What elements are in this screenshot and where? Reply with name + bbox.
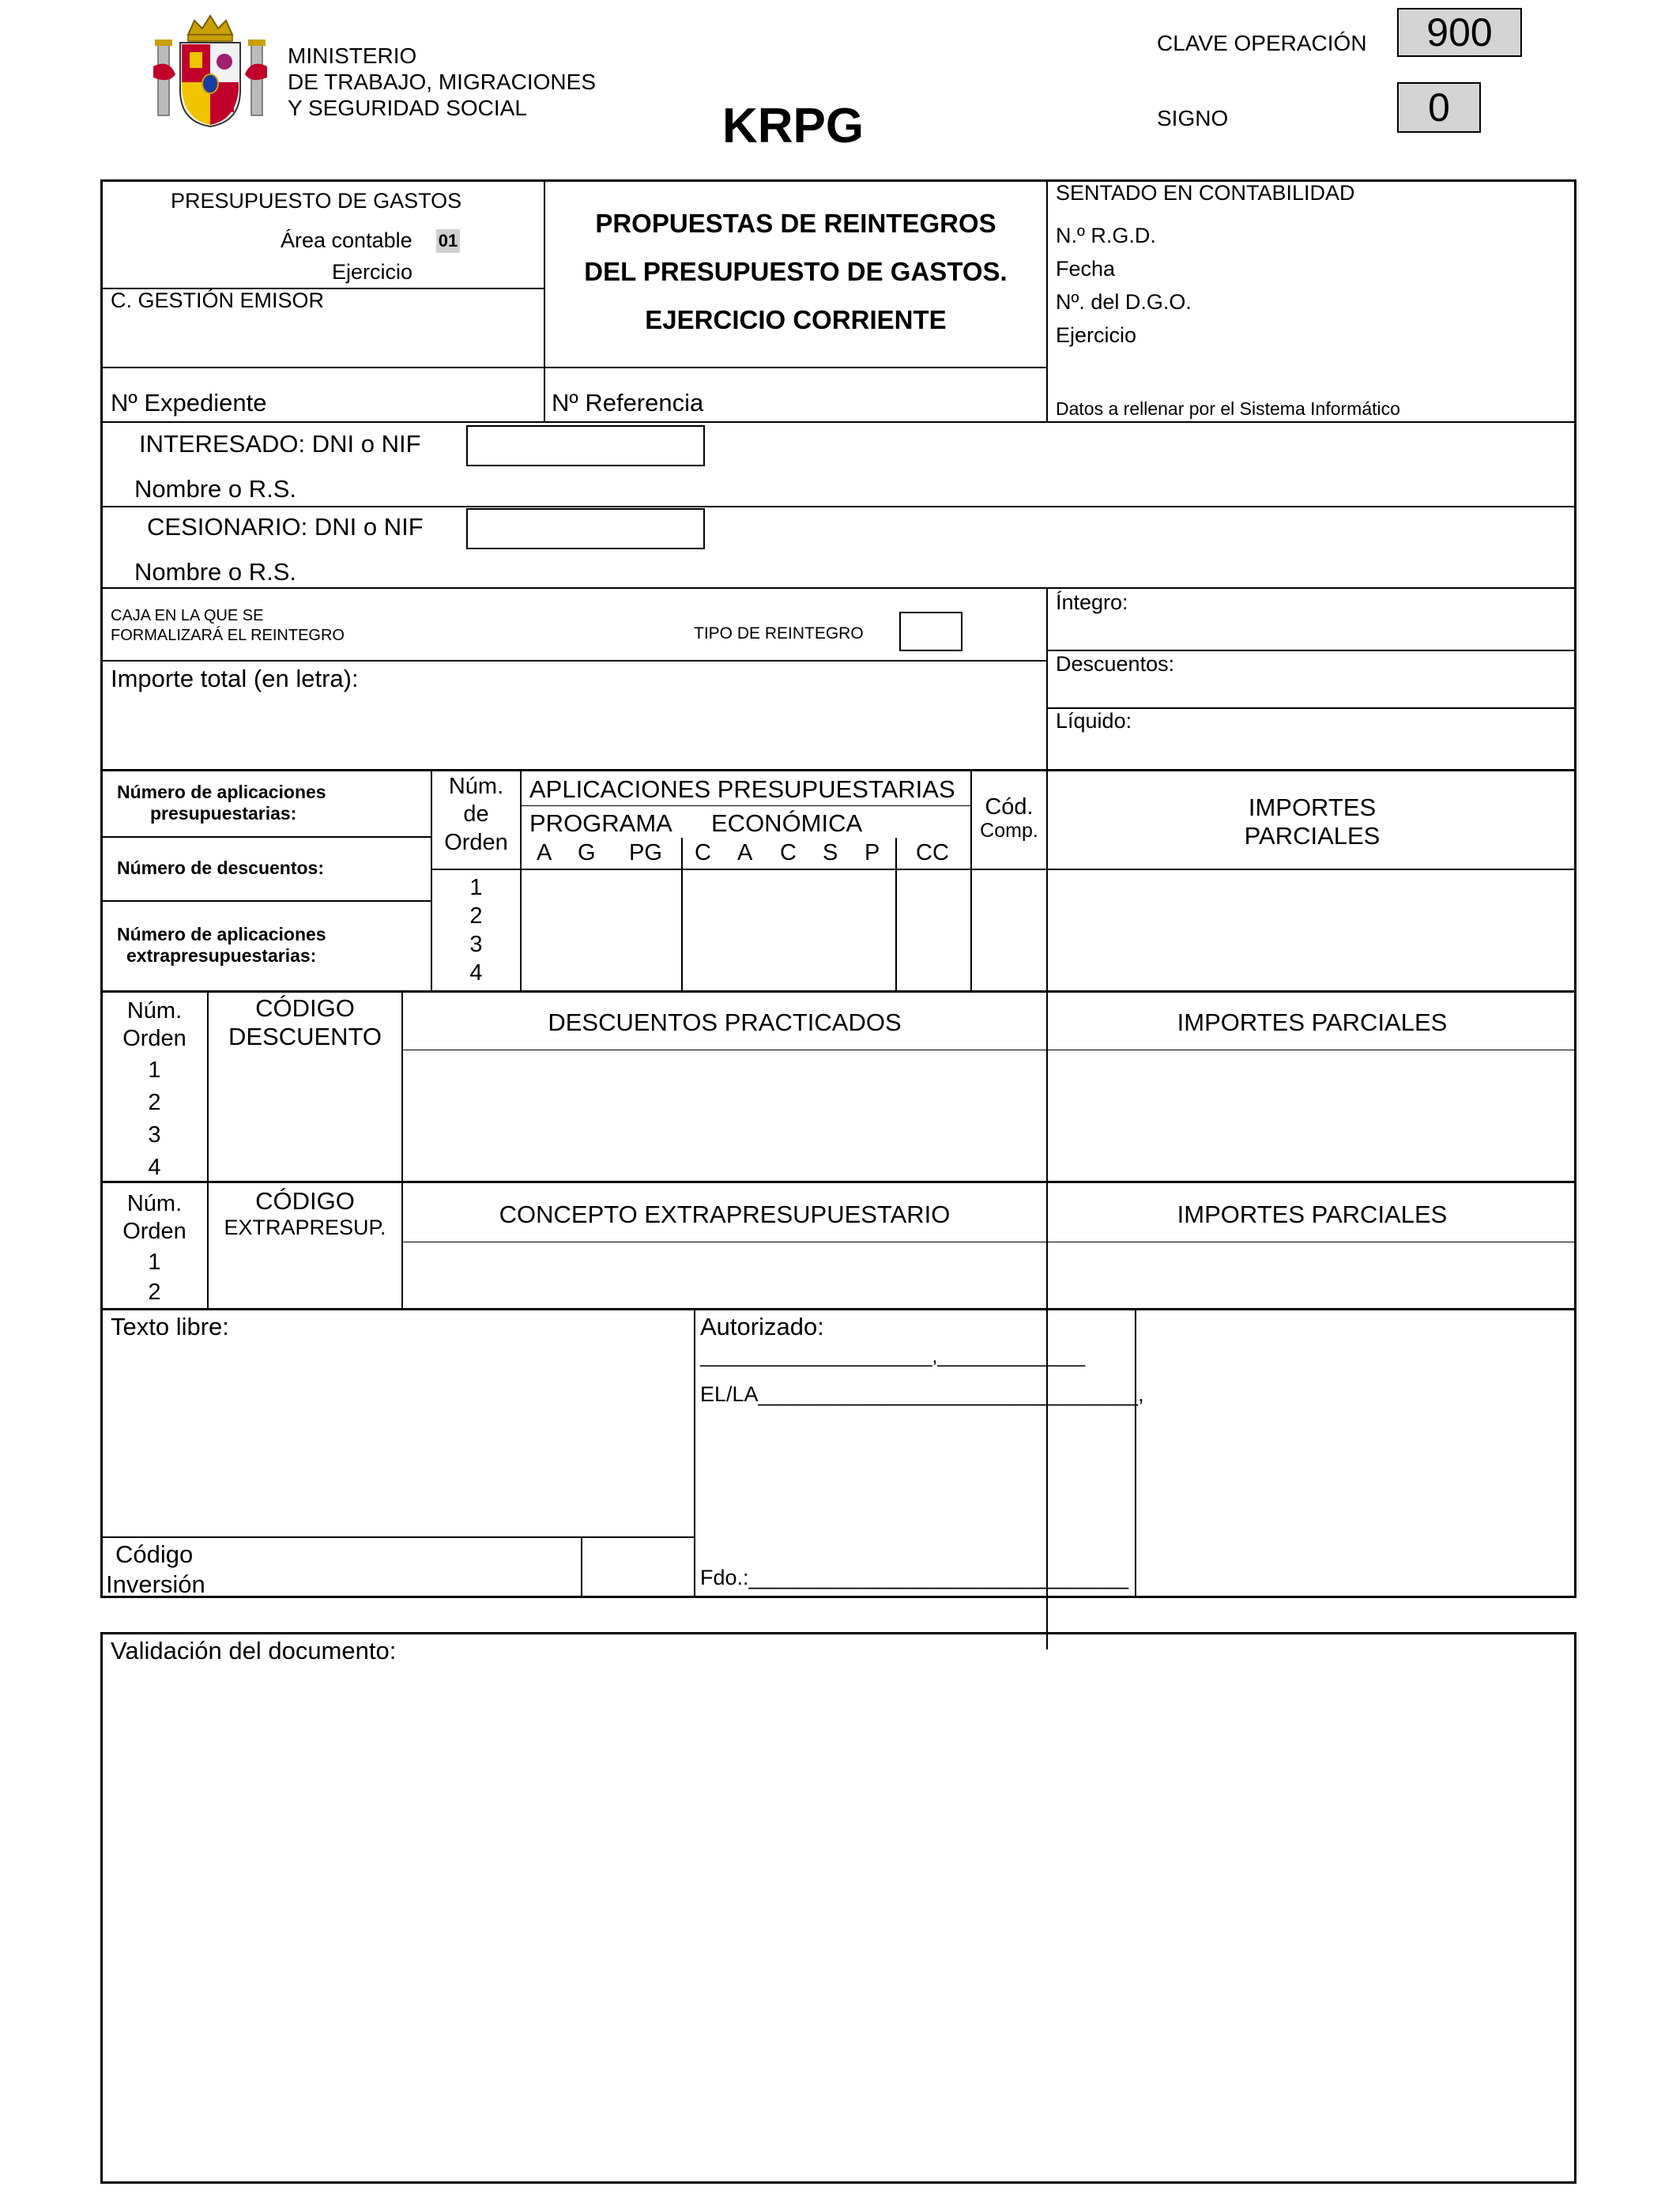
cesionario-nombre-label: Nombre o R.S. bbox=[134, 558, 297, 586]
extra-importes-header: IMPORTES PARCIALES bbox=[1177, 1201, 1448, 1228]
codigo-descuento-header: CÓDIGO DESCUENTO bbox=[228, 994, 382, 1050]
aplic-row-number: 1 bbox=[469, 875, 483, 900]
place-date-line: ______________________,______________ bbox=[700, 1346, 1086, 1367]
interesado-dni-label: INTERESADO: DNI o NIF bbox=[139, 430, 421, 458]
form-code: KRPG bbox=[722, 99, 864, 153]
liquido-label: Líquido: bbox=[1056, 709, 1132, 733]
sub-s-header: S bbox=[823, 840, 838, 865]
area-contable-label: Área contable bbox=[281, 228, 412, 252]
aplic-row-number: 4 bbox=[469, 960, 483, 986]
contabilidad-title: SENTADO EN CONTABILIDAD bbox=[1056, 181, 1355, 205]
sub-a-header: A bbox=[537, 840, 552, 865]
signo-label: SIGNO bbox=[1157, 106, 1229, 130]
autorizado-label: Autorizado: bbox=[700, 1313, 824, 1340]
caja-label-line1: CAJA EN LA QUE SE bbox=[111, 607, 264, 624]
ministry-line1: MINISTERIO bbox=[288, 43, 417, 68]
desc-row-number: 4 bbox=[148, 1155, 161, 1180]
caja-label-line2: FORMALIZARÁ EL REINTEGRO bbox=[111, 627, 345, 644]
extra-row-numbers bbox=[102, 1247, 207, 1307]
num-aplic-input[interactable] bbox=[348, 794, 427, 826]
fecha-label: Fecha bbox=[1056, 257, 1116, 281]
integro-label: Íntegro: bbox=[1056, 590, 1128, 614]
sub-c-header: C bbox=[695, 840, 711, 865]
codigo-inversion-input[interactable] bbox=[585, 1543, 689, 1592]
validacion-label: Validación del documento: bbox=[111, 1637, 397, 1664]
clave-operacion-label: CLAVE OPERACIÓN bbox=[1157, 31, 1367, 55]
num-descuentos-input[interactable] bbox=[348, 852, 427, 884]
num-aplic-label-line1: Número de aplicaciones bbox=[117, 782, 326, 802]
coat-of-arms-emblem bbox=[153, 11, 267, 130]
aplic-row-number: 2 bbox=[469, 903, 483, 929]
ejercicio-contable-label: Ejercicio bbox=[1056, 323, 1137, 347]
validacion-box bbox=[100, 1632, 1576, 2184]
codigo-inversion-label-line1: Código bbox=[115, 1540, 194, 1568]
sub-cc-header: CC bbox=[916, 840, 949, 865]
tipo-reintegro-label: TIPO DE REINTEGRO bbox=[694, 624, 864, 643]
referencia-input[interactable] bbox=[715, 387, 1039, 419]
aplic-row-numbers bbox=[432, 873, 520, 987]
sub-p-header: P bbox=[864, 840, 880, 865]
expediente-input[interactable] bbox=[277, 387, 537, 419]
cod-comp-header: Cód. Comp. bbox=[980, 794, 1038, 842]
extra-row-number: 2 bbox=[148, 1280, 161, 1305]
num-descuentos-label: Número de descuentos: bbox=[117, 858, 324, 878]
codigo-inversion-label-line2: Inversión bbox=[106, 1570, 205, 1598]
concepto-extra-header: CONCEPTO EXTRAPRESUPUESTARIO bbox=[499, 1201, 951, 1228]
sub-pg-header: PG bbox=[629, 840, 662, 865]
descuentos-amount-label: Descuentos: bbox=[1056, 652, 1175, 676]
cesionario-dni-input[interactable] bbox=[466, 508, 705, 549]
interesado-dni-input[interactable] bbox=[466, 425, 705, 466]
referencia-label: Nº Referencia bbox=[552, 389, 704, 417]
codigo-extrapresup-header: CÓDIGO EXTRAPRESUP. bbox=[224, 1187, 386, 1239]
descuentos-amount-input[interactable] bbox=[1185, 672, 1565, 705]
form-title-line1: PROPUESTAS DE REINTEGROS bbox=[595, 209, 996, 238]
desc-importes-header: IMPORTES PARCIALES bbox=[1177, 1008, 1448, 1036]
presupuesto-title: PRESUPUESTO DE GASTOS bbox=[171, 189, 462, 213]
texto-libre-label: Texto libre: bbox=[111, 1313, 229, 1340]
num-extra-input[interactable] bbox=[348, 933, 427, 964]
interesado-nombre-input[interactable] bbox=[316, 471, 1565, 503]
sub-c2-header: C bbox=[780, 840, 797, 865]
desc-row-number: 2 bbox=[148, 1090, 161, 1115]
extra-num-orden-header: Núm. Orden bbox=[122, 1191, 186, 1245]
dgo-label: Nº. del D.G.O. bbox=[1056, 290, 1192, 314]
aplic-row-number: 3 bbox=[469, 932, 483, 957]
el-la-line: EL/LA________________________________, bbox=[700, 1382, 1144, 1406]
desc-row-number: 1 bbox=[148, 1057, 161, 1083]
importe-letra-label: Importe total (en letra): bbox=[111, 665, 359, 692]
area-contable-value: 01 bbox=[436, 229, 460, 253]
interesado-nombre-label: Nombre o R.S. bbox=[134, 475, 297, 503]
programa-header: PROGRAMA bbox=[529, 809, 672, 837]
sub-g-header: G bbox=[578, 840, 596, 865]
extra-row-number: 1 bbox=[148, 1250, 161, 1275]
num-extra-label-line2: extrapresupuestarias: bbox=[126, 945, 317, 966]
importe-letra-input[interactable] bbox=[111, 700, 1035, 763]
signo-value: 0 bbox=[1397, 82, 1481, 133]
sistema-informatico-note: Datos a rellenar por el Sistema Informático bbox=[1056, 398, 1400, 419]
desc-num-orden-header: Núm. Orden bbox=[122, 998, 186, 1052]
integro-input[interactable] bbox=[1154, 613, 1565, 647]
clave-operacion-value: 900 bbox=[1397, 8, 1522, 57]
cesionario-nombre-input[interactable] bbox=[316, 554, 1565, 586]
aplicaciones-title: APLICACIONES PRESUPUESTARIAS bbox=[529, 775, 955, 803]
desc-row-numbers bbox=[102, 1054, 207, 1184]
rgd-label: N.º R.G.D. bbox=[1056, 224, 1156, 247]
expediente-label: Nº Expediente bbox=[111, 389, 267, 417]
desc-row-number: 3 bbox=[148, 1122, 161, 1148]
fdo-line: Fdo.:________________________________ bbox=[700, 1566, 1129, 1589]
economica-header: ECONÓMICA bbox=[711, 809, 863, 837]
ejercicio-label: Ejercicio bbox=[332, 260, 413, 284]
ministry-line2: DE TRABAJO, MIGRACIONES bbox=[288, 70, 596, 94]
aplic-num-orden-header: Núm. de Orden bbox=[444, 774, 508, 855]
cesionario-dni-label: CESIONARIO: DNI o NIF bbox=[147, 513, 424, 541]
num-aplic-label-line2: presupuestarias: bbox=[150, 803, 297, 824]
form-title-line3: EJERCICIO CORRIENTE bbox=[645, 305, 947, 334]
num-extra-label-line1: Número de aplicaciones bbox=[117, 924, 326, 944]
sub-a2-header: A bbox=[737, 840, 753, 865]
aplic-importes-header: IMPORTES PARCIALES bbox=[1244, 794, 1381, 850]
texto-libre-input[interactable] bbox=[111, 1345, 689, 1533]
tipo-reintegro-input[interactable] bbox=[899, 612, 962, 651]
ministry-line3: Y SEGURIDAD SOCIAL bbox=[288, 96, 527, 120]
gestion-emisor-label: C. GESTIÓN EMISOR bbox=[111, 288, 325, 312]
descuentos-practicados-header: DESCUENTOS PRACTICADOS bbox=[548, 1008, 902, 1036]
form-title-line2: DEL PRESUPUESTO DE GASTOS. bbox=[584, 257, 1008, 286]
liquido-input[interactable] bbox=[1154, 730, 1565, 765]
